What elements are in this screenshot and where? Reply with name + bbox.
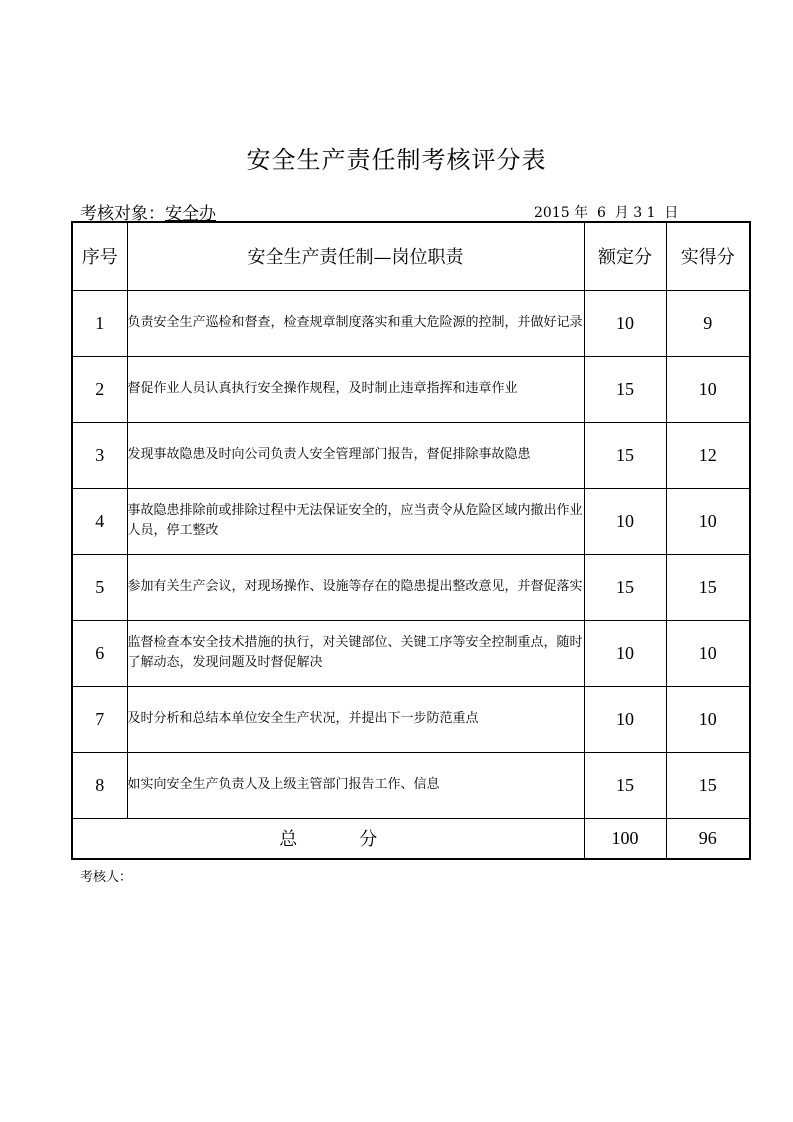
total-label-part-1: 总 xyxy=(279,829,298,851)
row-actual: 15 xyxy=(666,554,750,620)
assessment-date: 2015 年 6 月 3 1 日 xyxy=(534,205,679,221)
row-rated: 15 xyxy=(584,356,666,422)
score-table xyxy=(71,221,751,860)
row-no: 4 xyxy=(72,488,127,554)
row-duty: 负责安全生产巡检和督查，检查规章制度落实和重大危险源的控制，并做好记录 xyxy=(127,290,584,356)
row-no: 2 xyxy=(72,356,127,422)
table-header-row xyxy=(72,222,750,290)
row-no: 5 xyxy=(72,554,127,620)
row-rated: 15 xyxy=(584,554,666,620)
row-actual: 12 xyxy=(666,422,750,488)
row-duty: 参加有关生产会议，对现场操作、设施等存在的隐患提出整改意见，并督促落实 xyxy=(127,554,584,620)
row-no: 6 xyxy=(72,620,127,686)
row-no: 3 xyxy=(72,422,127,488)
row-rated: 10 xyxy=(584,686,666,752)
header-no: 序号 xyxy=(72,222,127,290)
header-duty: 安全生产责任制—岗位职责 xyxy=(127,222,584,290)
row-actual: 10 xyxy=(666,686,750,752)
row-duty: 督促作业人员认真执行安全操作规程，及时制止违章指挥和违章作业 xyxy=(127,356,584,422)
target-value: 安全办 xyxy=(165,204,216,224)
row-no: 7 xyxy=(72,686,127,752)
row-actual: 10 xyxy=(666,620,750,686)
table-row xyxy=(72,488,750,554)
row-duty: 事故隐患排除前或排除过程中无法保证安全的，应当责令从危险区域内撤出作业人员，停工整改 xyxy=(127,488,584,554)
total-label-part-2: 分 xyxy=(359,829,378,851)
assessor-label: 考核人： xyxy=(80,870,133,885)
row-no: 1 xyxy=(72,290,127,356)
table-row xyxy=(72,620,750,686)
row-duty: 如实向安全生产负责人及上级主管部门报告工作、信息 xyxy=(127,752,584,818)
row-actual: 15 xyxy=(666,752,750,818)
total-rated: 100 xyxy=(584,818,666,859)
row-no: 8 xyxy=(72,752,127,818)
row-rated: 10 xyxy=(584,488,666,554)
row-actual: 10 xyxy=(666,488,750,554)
table-row xyxy=(72,752,750,818)
row-duty: 及时分析和总结本单位安全生产状况，并提出下一步防范重点 xyxy=(127,686,584,752)
row-actual: 9 xyxy=(666,290,750,356)
target-label: 考核对象： xyxy=(80,204,165,224)
row-rated: 10 xyxy=(584,290,666,356)
row-duty: 发现事故隐患及时向公司负责人安全管理部门报告，督促排除事故隐患 xyxy=(127,422,584,488)
row-rated: 15 xyxy=(584,422,666,488)
total-row xyxy=(72,818,750,859)
table-row xyxy=(72,686,750,752)
row-rated: 10 xyxy=(584,620,666,686)
total-actual: 96 xyxy=(666,818,750,859)
row-duty: 监督检查本安全技术措施的执行，对关键部位、关键工序等安全控制重点，随时了解动态，发现问题及时督促解决 xyxy=(127,620,584,686)
table-row xyxy=(72,554,750,620)
header-rated: 额定分 xyxy=(584,222,666,290)
table-row xyxy=(72,422,750,488)
total-label xyxy=(72,818,584,859)
page-title: 安全生产责任制考核评分表 xyxy=(246,146,547,174)
table-row xyxy=(72,356,750,422)
row-actual: 10 xyxy=(666,356,750,422)
table-row xyxy=(72,290,750,356)
header-actual: 实得分 xyxy=(666,222,750,290)
row-rated: 15 xyxy=(584,752,666,818)
